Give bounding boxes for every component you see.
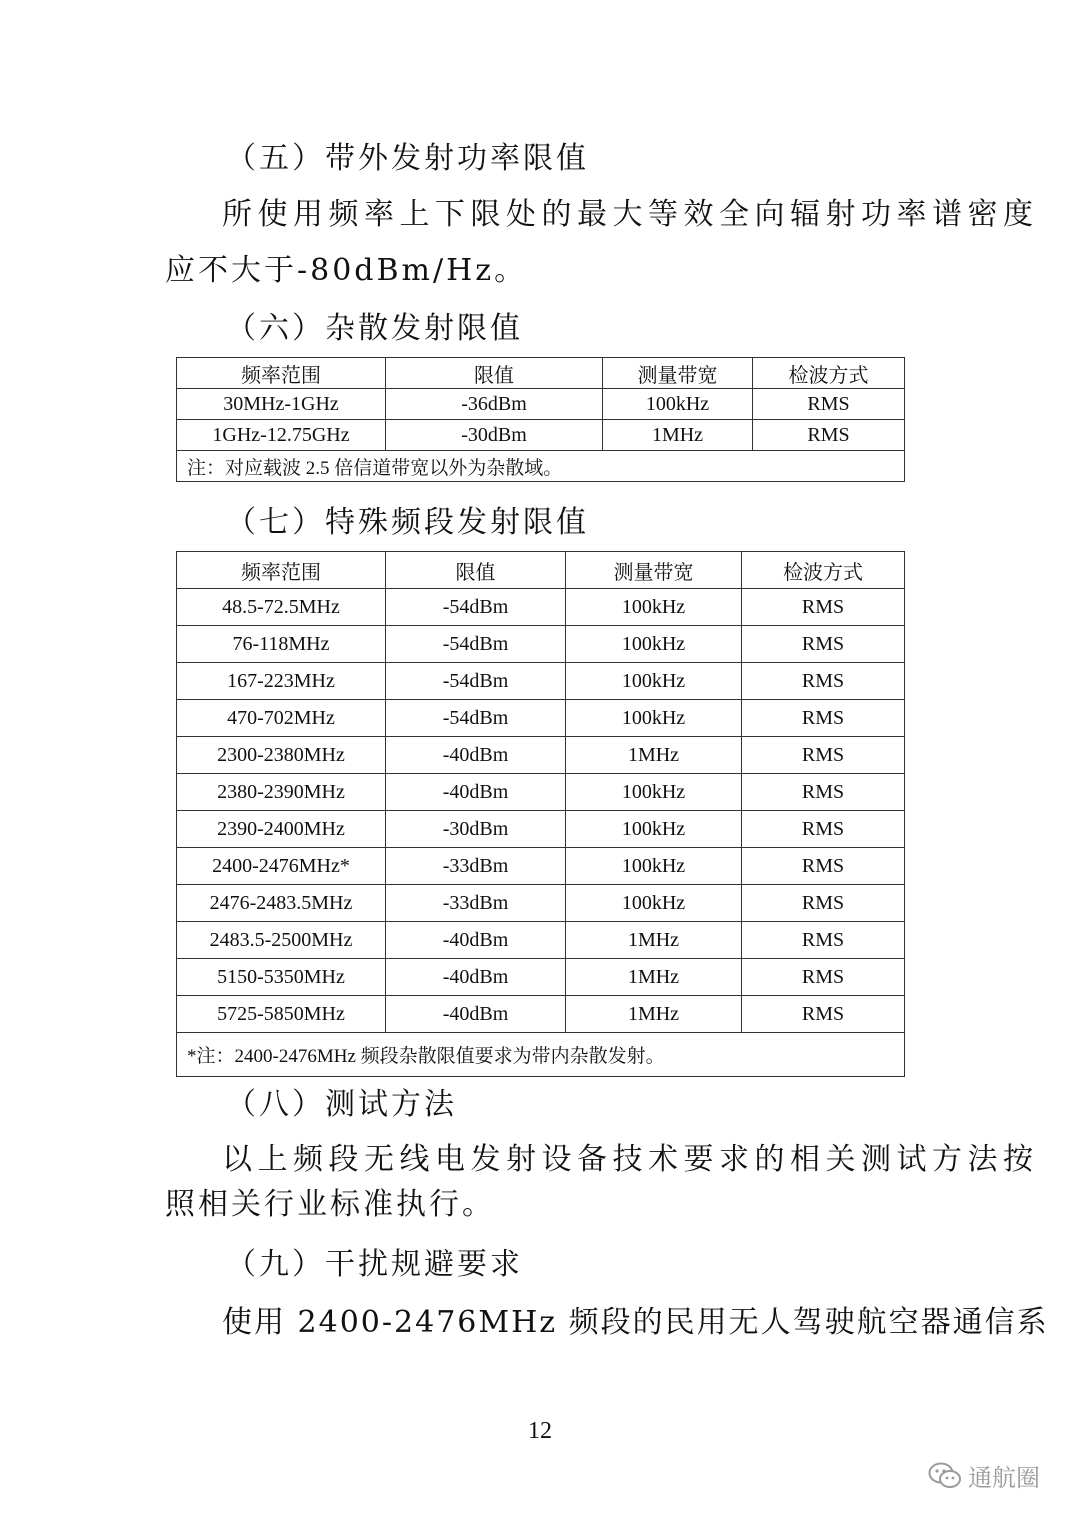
watermark-text: 通航圈 xyxy=(968,1464,1040,1492)
cell-detector: RMS xyxy=(742,811,905,848)
section-7-heading: （七）特殊频段发射限值 xyxy=(226,505,589,540)
table-row xyxy=(177,996,905,1033)
cell-detector: RMS xyxy=(742,626,905,663)
section-5-heading: （五）带外发射功率限值 xyxy=(226,141,589,176)
header-cell: 频率范围 xyxy=(177,552,386,589)
table-row xyxy=(177,663,905,700)
cell-detector: RMS xyxy=(742,589,905,626)
cell-detector: RMS xyxy=(742,959,905,996)
header-cell: 限值 xyxy=(386,358,603,389)
section-8-paragraph-line-1: 以上频段无线电发射设备技术要求的相关测试方法按 xyxy=(222,1142,1039,1177)
table-note: *注：2400-2476MHz 频段杂散限值要求为带内杂散发射。 xyxy=(177,1033,905,1077)
spurious-emission-table xyxy=(176,357,905,482)
cell-frequency: 76-118MHz xyxy=(177,626,386,663)
header-cell: 测量带宽 xyxy=(566,552,742,589)
cell-frequency: 2476-2483.5MHz xyxy=(177,885,386,922)
cell-detector: RMS xyxy=(742,885,905,922)
cell-bandwidth: 1MHz xyxy=(566,959,742,996)
cell-frequency: 1GHz-12.75GHz xyxy=(177,420,386,451)
cell-limit: -40dBm xyxy=(386,737,566,774)
cell-detector: RMS xyxy=(742,700,905,737)
cell-frequency: 2390-2400MHz xyxy=(177,811,386,848)
table-row xyxy=(177,420,905,451)
cell-detector: RMS xyxy=(742,922,905,959)
cell-detector: RMS xyxy=(753,420,905,451)
cell-frequency: 5725-5850MHz xyxy=(177,996,386,1033)
section-8-heading: （八）测试方法 xyxy=(226,1087,457,1122)
table-row xyxy=(177,589,905,626)
cell-bandwidth: 100kHz xyxy=(566,885,742,922)
table-row xyxy=(177,959,905,996)
cell-frequency: 2300-2380MHz xyxy=(177,737,386,774)
header-cell: 检波方式 xyxy=(753,358,905,389)
cell-limit: -40dBm xyxy=(386,922,566,959)
cell-frequency: 2483.5-2500MHz xyxy=(177,922,386,959)
cell-limit: -33dBm xyxy=(386,848,566,885)
cell-limit: -54dBm xyxy=(386,700,566,737)
cell-detector: RMS xyxy=(742,737,905,774)
cell-frequency: 30MHz-1GHz xyxy=(177,389,386,420)
cell-bandwidth: 1MHz xyxy=(603,420,753,451)
table-row xyxy=(177,774,905,811)
cell-limit: -36dBm xyxy=(386,389,603,420)
cell-frequency: 167-223MHz xyxy=(177,663,386,700)
cell-detector: RMS xyxy=(742,996,905,1033)
cell-limit: -33dBm xyxy=(386,885,566,922)
cell-frequency: 2380-2390MHz xyxy=(177,774,386,811)
cell-bandwidth: 100kHz xyxy=(566,811,742,848)
cell-bandwidth: 100kHz xyxy=(566,848,742,885)
cell-limit: -54dBm xyxy=(386,663,566,700)
header-cell: 检波方式 xyxy=(742,552,905,589)
header-cell: 限值 xyxy=(386,552,566,589)
special-band-emission-table xyxy=(176,551,905,1077)
wechat-icon xyxy=(928,1462,962,1490)
table-row xyxy=(177,626,905,663)
cell-limit: -40dBm xyxy=(386,996,566,1033)
cell-limit: -54dBm xyxy=(386,626,566,663)
cell-frequency: 470-702MHz xyxy=(177,700,386,737)
section-9-paragraph-line-1: 使用 2400-2476MHz 频段的民用无人驾驶航空器通信系 xyxy=(222,1305,1049,1340)
section-9-heading: （九）干扰规避要求 xyxy=(226,1247,523,1282)
table-note-row xyxy=(177,1033,905,1077)
cell-bandwidth: 100kHz xyxy=(566,589,742,626)
cell-bandwidth: 100kHz xyxy=(566,663,742,700)
header-cell: 测量带宽 xyxy=(603,358,753,389)
cell-bandwidth: 1MHz xyxy=(566,996,742,1033)
table-row xyxy=(177,700,905,737)
cell-limit: -30dBm xyxy=(386,811,566,848)
table-header-row xyxy=(177,552,905,589)
cell-detector: RMS xyxy=(742,774,905,811)
cell-detector: RMS xyxy=(742,848,905,885)
table-row xyxy=(177,389,905,420)
table-row xyxy=(177,811,905,848)
table-note-row xyxy=(177,451,905,482)
section-5-paragraph-line-1: 所使用频率上下限处的最大等效全向辐射功率谱密度 xyxy=(222,197,1039,232)
table-row xyxy=(177,737,905,774)
cell-bandwidth: 100kHz xyxy=(603,389,753,420)
page-number: 12 xyxy=(528,1418,552,1444)
cell-limit: -54dBm xyxy=(386,589,566,626)
cell-limit: -40dBm xyxy=(386,959,566,996)
cell-bandwidth: 1MHz xyxy=(566,737,742,774)
header-cell: 频率范围 xyxy=(177,358,386,389)
cell-detector: RMS xyxy=(753,389,905,420)
section-5-paragraph-line-2: 应不大于-80dBm/Hz。 xyxy=(165,253,528,288)
table-row xyxy=(177,885,905,922)
table-note: 注：对应载波 2.5 倍信道带宽以外为杂散域。 xyxy=(177,451,905,482)
cell-frequency: 48.5-72.5MHz xyxy=(177,589,386,626)
cell-frequency: 2400-2476MHz* xyxy=(177,848,386,885)
cell-bandwidth: 100kHz xyxy=(566,626,742,663)
cell-limit: -40dBm xyxy=(386,774,566,811)
table-header-row xyxy=(177,358,905,389)
cell-bandwidth: 100kHz xyxy=(566,700,742,737)
section-8-paragraph-line-2: 照相关行业标准执行。 xyxy=(165,1187,495,1222)
watermark xyxy=(928,1458,1040,1493)
section-6-heading: （六）杂散发射限值 xyxy=(226,311,523,346)
table-row xyxy=(177,922,905,959)
cell-frequency: 5150-5350MHz xyxy=(177,959,386,996)
cell-limit: -30dBm xyxy=(386,420,603,451)
cell-detector: RMS xyxy=(742,663,905,700)
table-row xyxy=(177,848,905,885)
cell-bandwidth: 1MHz xyxy=(566,922,742,959)
cell-bandwidth: 100kHz xyxy=(566,774,742,811)
